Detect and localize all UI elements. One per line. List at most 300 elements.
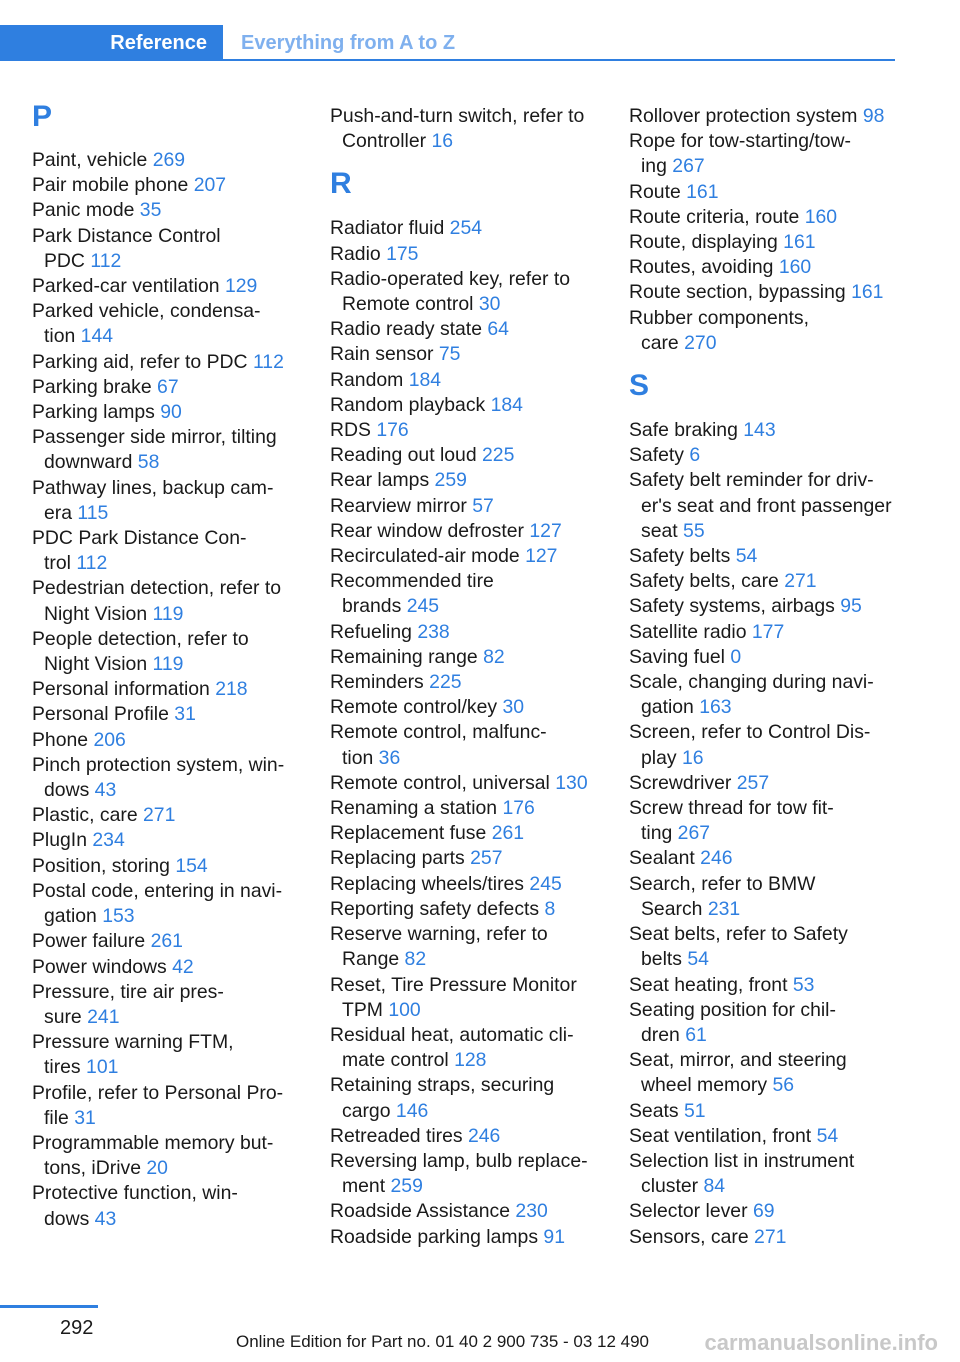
index-entry [32, 728, 322, 753]
page-link[interactable]: 144 [80, 325, 114, 348]
index-entry [330, 544, 620, 569]
index-entry [330, 1048, 620, 1073]
index-entry-text: Rubber components, [629, 306, 810, 329]
page-link[interactable]: 257 [736, 771, 770, 794]
page-link[interactable]: 163 [699, 696, 732, 719]
index-entry [32, 249, 322, 274]
page-link[interactable]: 261 [150, 930, 183, 953]
index-entry [32, 400, 322, 425]
page-link[interactable]: 6 [689, 444, 701, 467]
index-entry-text: gation [44, 905, 97, 928]
index-entry [32, 904, 322, 929]
index-entry-text: dows [44, 1207, 90, 1230]
index-entry [629, 1099, 904, 1124]
page-link[interactable]: 119 [152, 602, 184, 625]
index-entry-text: dows [44, 779, 90, 802]
index-entry-text: Parking lamps [32, 401, 155, 424]
page-link[interactable]: 130 [555, 771, 588, 794]
index-entry [629, 468, 904, 493]
index-entry [330, 796, 620, 821]
index-entry-text: Retreaded tires [330, 1124, 463, 1147]
index-entry-text: seat [641, 519, 678, 542]
page-link[interactable]: 30 [478, 293, 501, 316]
index-entry-text: downward [44, 451, 133, 474]
index-entry [32, 1106, 322, 1131]
index-entry [32, 501, 322, 526]
page-link[interactable]: 245 [529, 872, 562, 895]
index-entry [629, 872, 904, 897]
page-link[interactable]: 91 [543, 1225, 565, 1248]
index-entry-text: Replacing wheels/tires [330, 872, 525, 895]
index-entry [32, 854, 322, 879]
index-entry [629, 306, 904, 331]
index-entry [330, 1225, 620, 1250]
index-entry [32, 1081, 322, 1106]
page-link[interactable]: 16 [681, 746, 704, 769]
page-link[interactable]: 55 [683, 519, 705, 542]
page-link[interactable]: 53 [792, 973, 815, 996]
index-entry-text: trol [44, 552, 71, 575]
page-link[interactable]: 161 [686, 180, 719, 203]
index-entry [629, 821, 904, 846]
index-entry-text: Remote control, universal [330, 771, 550, 794]
page-link[interactable]: 36 [378, 746, 401, 769]
page-link[interactable]: 225 [429, 671, 462, 694]
chapter-tab-everything-a-z[interactable]: Everything from A to Z [223, 25, 895, 61]
page-link[interactable]: 267 [677, 822, 711, 845]
index-entry-text: Screwdriver [629, 771, 732, 794]
index-entry [629, 1124, 904, 1149]
index-entry [32, 324, 322, 349]
page-link[interactable]: 231 [707, 897, 741, 920]
watermark-logo: carmanualsonline.info [704, 1330, 938, 1355]
index-entry-text: Recommended tire [330, 570, 494, 593]
index-entry [32, 173, 322, 198]
page-link[interactable]: 267 [672, 155, 705, 178]
index-entry [32, 602, 322, 627]
index-entry [629, 720, 904, 745]
index-entry [330, 846, 620, 871]
page-link[interactable]: 75 [438, 343, 461, 366]
index-entry [330, 418, 620, 443]
index-entry-text: Search [641, 897, 703, 920]
page-link[interactable]: 238 [417, 620, 450, 643]
index-entry-text: Roadside Assistance [330, 1200, 511, 1223]
index-entry-text: Controller [342, 130, 427, 153]
index-entry-text: Recirculated-air mode [330, 545, 520, 568]
index-entry-text: Profile, refer to Personal Pro- [32, 1081, 284, 1104]
page-link[interactable]: 95 [840, 595, 862, 618]
index-entry-text: cluster [641, 1175, 699, 1198]
page-link[interactable]: 54 [687, 948, 709, 971]
index-column-3 [629, 104, 904, 1250]
page-link[interactable]: 43 [94, 779, 117, 802]
index-entry-text: tion [342, 746, 374, 769]
index-entry [330, 695, 620, 720]
index-letter-heading: R [330, 167, 352, 201]
page-link[interactable]: 112 [90, 249, 122, 272]
page-link[interactable]: 35 [139, 199, 162, 222]
index-entry-text: Safety belt reminder for driv- [629, 469, 874, 492]
index-entry-text: Selection list in instrument [629, 1149, 855, 1172]
index-entry [330, 720, 620, 745]
page-link[interactable]: 218 [215, 678, 248, 701]
page-link[interactable]: 257 [470, 847, 503, 870]
index-entry-text: Retaining straps, securing [330, 1074, 555, 1097]
index-entry-text: Screen, refer to Control Dis- [629, 721, 871, 744]
index-entry-text: file [44, 1106, 69, 1129]
page-link[interactable]: 64 [487, 318, 509, 341]
index-entry-text: dren [641, 1023, 680, 1046]
index-entry-text: Replacement fuse [330, 822, 487, 845]
page-link[interactable]: 160 [778, 256, 812, 279]
index-entry [32, 375, 322, 400]
page-link[interactable]: 206 [93, 728, 126, 751]
index-entry [330, 393, 620, 418]
index-entry-text: Pressure warning FTM, [32, 1031, 234, 1054]
index-entry [330, 670, 620, 695]
index-entry [629, 443, 904, 468]
page-link[interactable]: 234 [92, 829, 125, 852]
index-entry-text: ment [342, 1175, 386, 1198]
index-entry [32, 677, 322, 702]
index-entry [330, 1124, 620, 1149]
index-entry-text: Satellite radio [629, 620, 747, 643]
index-entry-text: tons, iDrive [44, 1157, 141, 1180]
page-link[interactable]: 271 [754, 1225, 787, 1248]
page-link[interactable]: 161 [783, 231, 816, 254]
index-entry [32, 879, 322, 904]
index-entry-text: Radio [330, 242, 381, 265]
index-entry [32, 955, 322, 980]
index-entry [32, 1055, 322, 1080]
index-entry [32, 198, 322, 223]
index-entry-text: PDC [44, 249, 85, 272]
index-entry [32, 980, 322, 1005]
page-link[interactable]: 90 [160, 401, 182, 424]
page-number: 292 [60, 1317, 94, 1339]
index-entry [32, 627, 322, 652]
page-link[interactable]: 160 [804, 205, 838, 228]
page-link[interactable]: 54 [816, 1124, 839, 1147]
index-entry-text: Park Distance Control [32, 224, 221, 247]
index-entry [32, 576, 322, 601]
page-link[interactable]: 101 [86, 1056, 119, 1079]
index-entry [32, 803, 322, 828]
index-entry [629, 1023, 904, 1048]
index-entry [330, 821, 620, 846]
index-entry [629, 670, 904, 695]
page-link[interactable]: 43 [94, 1207, 117, 1230]
page-link[interactable]: 176 [376, 419, 409, 442]
index-entry [629, 230, 904, 255]
page-link[interactable]: 271 [143, 804, 176, 827]
index-entry [629, 205, 904, 230]
index-entry [330, 620, 620, 645]
index-entry-text: Seating position for chil- [629, 998, 836, 1021]
edition-note: Online Edition for Part no. 01 40 2 900 735 - 03 12 490 [236, 1332, 650, 1351]
index-entry-text: Postal code, entering in navi- [32, 879, 283, 902]
page-link[interactable]: 153 [102, 905, 135, 928]
page-link[interactable]: 176 [502, 797, 535, 820]
index-entry [629, 897, 904, 922]
index-entry [629, 695, 904, 720]
index-entry [629, 280, 904, 305]
index-entry-text: Route, displaying [629, 231, 778, 254]
page-link[interactable]: 184 [490, 393, 523, 416]
index-entry [629, 771, 904, 796]
index-entry-text: brands [342, 595, 402, 618]
index-entry-text: Programmable memory but- [32, 1131, 274, 1154]
page-link[interactable]: 245 [406, 595, 440, 618]
page-link[interactable]: 207 [193, 174, 227, 197]
page-link[interactable]: 67 [157, 375, 179, 398]
index-entry-text: gation [641, 696, 694, 719]
page-link[interactable]: 16 [431, 130, 454, 153]
index-entry [629, 1149, 904, 1174]
index-entry-text: Seat heating, front [629, 973, 788, 996]
index-entry [32, 476, 322, 501]
index-entry [629, 796, 904, 821]
page-link[interactable]: 42 [172, 955, 194, 978]
index-entry-text: Remote control/key [330, 696, 498, 719]
page-link[interactable]: 127 [525, 545, 558, 568]
index-entry-text: Safe braking [629, 419, 738, 442]
index-entry-text: Pathway lines, backup cam- [32, 476, 274, 499]
index-entry [330, 368, 620, 393]
page-link[interactable]: 112 [76, 552, 108, 575]
index-entry [330, 342, 620, 367]
index-entry [629, 331, 904, 356]
index-entry [629, 180, 904, 205]
page-link[interactable]: 259 [434, 469, 467, 492]
index-entry [330, 645, 620, 670]
index-entry [629, 998, 904, 1023]
index-entry-text: Night Vision [44, 602, 148, 625]
page-link[interactable]: 100 [388, 998, 421, 1021]
index-entry [330, 317, 620, 342]
index-entry-text: play [641, 746, 677, 769]
index-entry-text: Panic mode [32, 199, 135, 222]
page-link[interactable]: 31 [74, 1106, 96, 1129]
index-entry-text: Refueling [330, 620, 412, 643]
index-entry [32, 1005, 322, 1030]
index-entry [330, 1023, 620, 1048]
page-link[interactable]: 270 [684, 331, 717, 354]
index-entry [629, 645, 904, 670]
index-entry-text: PlugIn [32, 829, 87, 852]
index-entry [330, 998, 620, 1023]
index-entry [330, 594, 620, 619]
page-link[interactable]: 82 [483, 645, 505, 668]
index-entry-text: Position, storing [32, 854, 170, 877]
page-link[interactable]: 246 [700, 847, 733, 870]
index-entry [629, 1199, 904, 1224]
page-link[interactable]: 225 [482, 444, 515, 467]
index-entry [629, 922, 904, 947]
index-entry-text: cargo [342, 1099, 391, 1122]
index-entry-text: tion [44, 325, 76, 348]
page-link[interactable]: 84 [703, 1175, 726, 1198]
page-link[interactable]: 119 [152, 653, 184, 676]
page-link[interactable]: 269 [152, 149, 186, 171]
index-entry [32, 652, 322, 677]
page-link[interactable]: 98 [862, 105, 885, 127]
index-entry-text: Pedestrian detection, refer to [32, 577, 281, 600]
index-entry [330, 973, 620, 998]
page-link[interactable]: 146 [395, 1099, 429, 1122]
index-entry [629, 1174, 904, 1199]
index-entry [330, 897, 620, 922]
index-entry-text: Reset, Tire Pressure Monitor [330, 973, 577, 996]
index-entry-text: Reading out loud [330, 444, 477, 467]
index-entry [32, 148, 322, 173]
index-entry-text: Remaining range [330, 645, 478, 668]
index-entry [330, 569, 620, 594]
index-entry-text: Saving fuel [629, 645, 731, 668]
index-entry-text: Search, refer to BMW [629, 872, 816, 895]
index-entry-text: Parked vehicle, condensa- [32, 300, 261, 323]
page-link[interactable]: 112 [252, 350, 284, 373]
index-entry [330, 1174, 620, 1199]
index-letter-heading: S [629, 369, 650, 403]
index-entry-text: Protective function, win- [32, 1182, 238, 1205]
index-entry-text: Range [342, 948, 400, 971]
index-entry [330, 771, 620, 796]
index-entry-text: Remote control, malfunc- [330, 721, 547, 744]
index-entry [330, 1099, 620, 1124]
index-entry-text: RDS [330, 419, 371, 442]
index-entry-text: Night Vision [44, 653, 148, 676]
index-entry [32, 1156, 322, 1181]
page-link[interactable]: 143 [743, 419, 776, 442]
index-entry-text: Routes, avoiding [629, 256, 774, 279]
index-entry-text: Plastic, care [32, 804, 138, 827]
index-entry [330, 104, 620, 129]
index-entry [32, 828, 322, 853]
index-entry [330, 922, 620, 947]
index-column-2 [330, 104, 620, 1250]
page-link[interactable]: 127 [529, 519, 562, 542]
index-entry [32, 299, 322, 324]
section-tab-reference[interactable]: Reference [0, 25, 223, 61]
page-link[interactable]: 56 [772, 1074, 795, 1097]
page-link[interactable]: 30 [502, 696, 525, 719]
index-entry [629, 129, 904, 154]
page-link[interactable]: 261 [491, 822, 525, 845]
page-link[interactable]: 51 [683, 1099, 706, 1122]
index-entry [32, 753, 322, 778]
index-entry-text: Replacing parts [330, 847, 465, 870]
index-entry [32, 274, 322, 299]
index-entry [32, 1131, 322, 1156]
page-link[interactable]: 58 [137, 451, 160, 474]
index-entry [330, 519, 620, 544]
index-entry-text: Reversing lamp, bulb replace- [330, 1149, 588, 1172]
page-link[interactable]: 259 [390, 1175, 423, 1198]
index-entry [629, 1048, 904, 1073]
index-entry-text: era [44, 501, 73, 524]
index-entry-text: Power windows [32, 955, 167, 978]
index-entry-text: Random playback [330, 393, 486, 416]
page-link[interactable]: 175 [386, 242, 419, 265]
index-entry-text: mate control [342, 1049, 449, 1072]
page-link[interactable]: 69 [752, 1200, 775, 1223]
index-entry-text: Route criteria, route [629, 205, 800, 228]
page-link[interactable]: 184 [408, 368, 442, 391]
page-link[interactable]: 61 [685, 1023, 707, 1046]
index-entry-text: Power failure [32, 930, 146, 953]
page-link[interactable]: 54 [735, 545, 758, 568]
index-entry-text: Reporting safety defects [330, 897, 540, 920]
page-link[interactable]: 254 [449, 217, 483, 240]
page-link[interactable]: 115 [77, 501, 109, 524]
index-entry [32, 551, 322, 576]
index-entry [32, 1030, 322, 1055]
page-link[interactable]: 82 [404, 948, 427, 971]
page-link[interactable]: 154 [175, 854, 208, 877]
index-entry-text: Parking brake [32, 375, 152, 398]
page-header [0, 25, 895, 61]
page-link[interactable]: 0 [730, 645, 742, 668]
index-entry-text: ting [641, 822, 673, 845]
index-entry-text: Rear window defroster [330, 519, 524, 542]
index-entry-text: Selector lever [629, 1200, 748, 1223]
page-link[interactable]: 8 [544, 897, 556, 920]
index-entry [629, 846, 904, 871]
index-entry-text: Remote control [342, 293, 474, 316]
index-entry [629, 154, 904, 179]
page-link[interactable]: 20 [146, 1157, 168, 1180]
page-link[interactable]: 230 [515, 1200, 548, 1223]
index-entry-text: Personal information [32, 678, 210, 701]
index-entry-text: Passenger side mirror, tilting [32, 426, 277, 449]
index-entry [330, 267, 620, 292]
index-entry-text: Seats [629, 1099, 679, 1122]
page-link[interactable]: 241 [87, 1005, 120, 1028]
page-link[interactable]: 128 [454, 1049, 487, 1072]
page-link[interactable]: 271 [784, 570, 817, 593]
page-link[interactable]: 177 [751, 620, 785, 643]
page-link[interactable]: 129 [224, 275, 258, 298]
index-letter-heading: P [32, 100, 53, 133]
index-entry-text: Sensors, care [629, 1225, 749, 1248]
index-entry-text: Paint, vehicle [32, 149, 148, 171]
index-entry [32, 526, 322, 551]
index-entry-text: Route [629, 180, 681, 203]
index-entry [32, 425, 322, 450]
index-entry-text: Seat, mirror, and steering [629, 1049, 847, 1072]
index-entry-text: PDC Park Distance Con- [32, 527, 247, 550]
index-entry-text: er's seat and front passenger [641, 494, 892, 517]
page-link[interactable]: 246 [467, 1124, 501, 1147]
page-link[interactable]: 161 [851, 281, 884, 304]
index-entry-text: Pressure, tire air pres- [32, 980, 224, 1003]
index-entry-text: Radiator fluid [330, 217, 445, 240]
index-entry-text: People detection, refer to [32, 627, 249, 650]
index-entry-text: Seat belts, refer to Safety [629, 923, 848, 946]
index-entry [629, 746, 904, 771]
index-entry [330, 216, 620, 241]
index-entry [32, 450, 322, 475]
page-link[interactable]: 31 [174, 703, 196, 726]
page-link[interactable]: 57 [472, 494, 494, 517]
footer-rule [0, 1305, 98, 1308]
index-entry-text: care [641, 331, 679, 354]
index-entry [330, 1149, 620, 1174]
index-entry-text: Route section, bypassing [629, 281, 846, 304]
index-entry-text: Rearview mirror [330, 494, 467, 517]
